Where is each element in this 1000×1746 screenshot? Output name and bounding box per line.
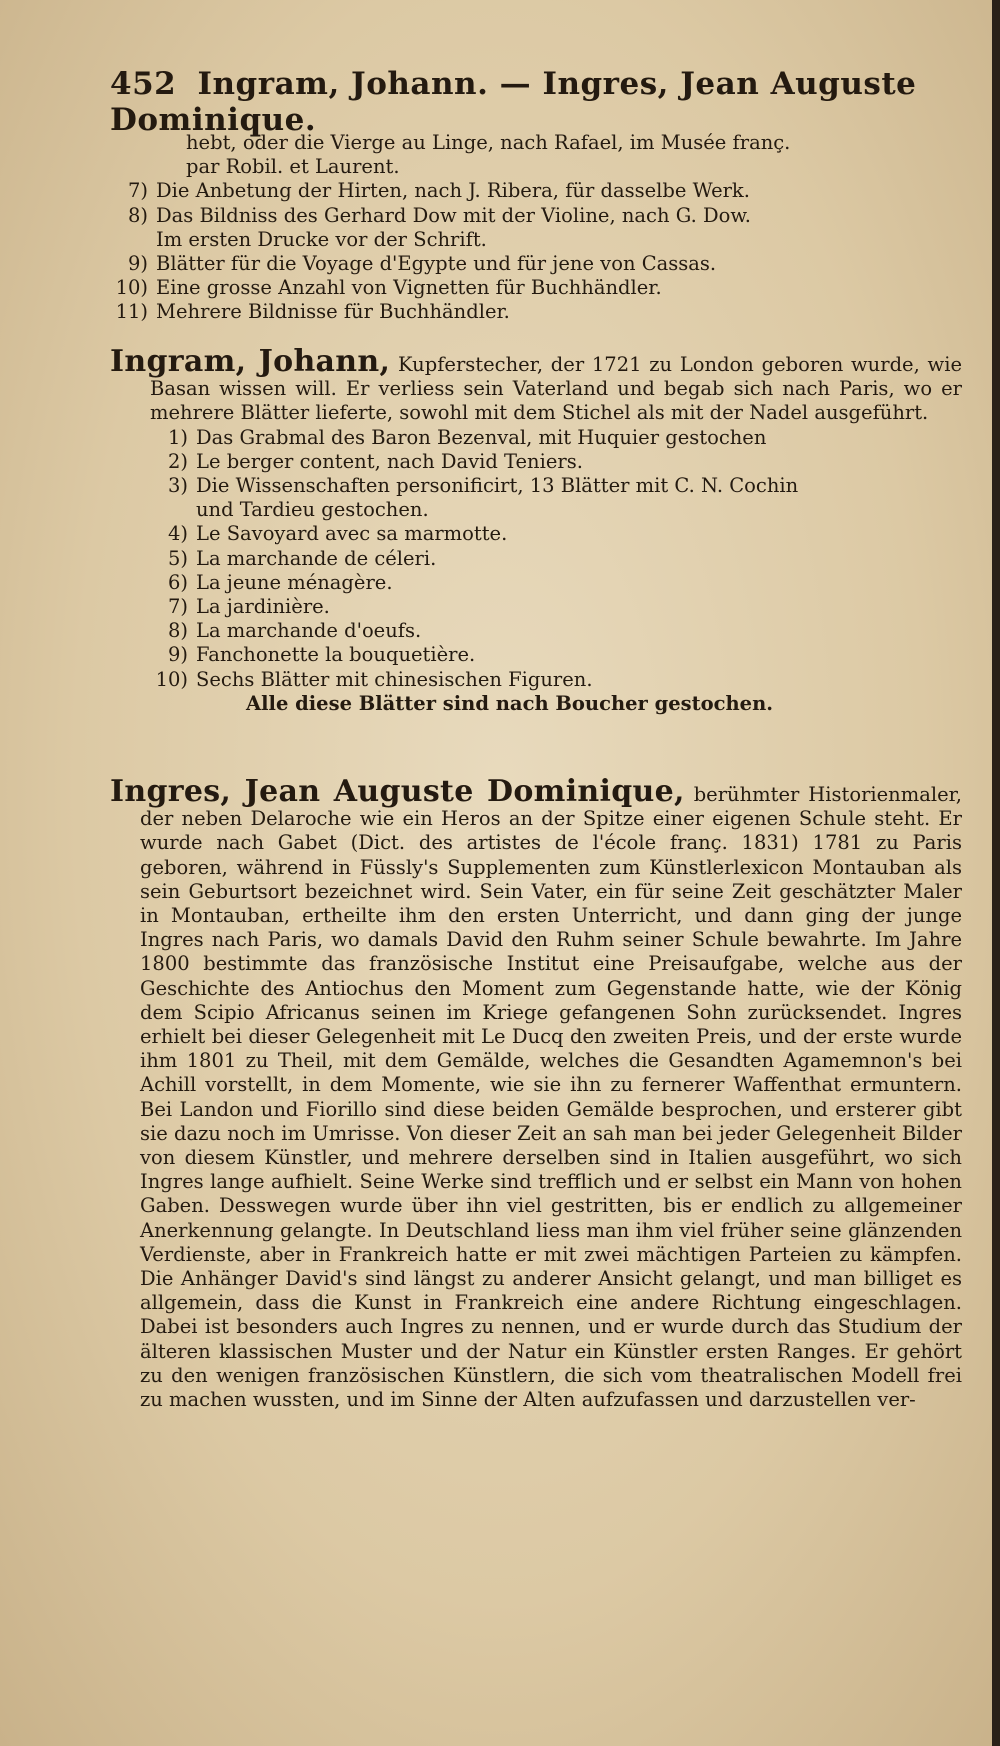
item-text: und Tardieu gestochen.: [196, 498, 429, 522]
item-number: 7): [127, 179, 148, 203]
item-text: Fanchonette la bouquetière.: [196, 643, 476, 667]
item-text: La jeune ménagère.: [196, 570, 393, 594]
item-text: Das Bildniss des Gerhard Dow mit der Violine, nach G. Dow.: [156, 203, 751, 227]
list-item: [150, 547, 962, 571]
item-text: Le berger content, nach David Teniers.: [196, 449, 583, 473]
entry-paragraph: [110, 344, 962, 426]
item-number: 10): [155, 667, 188, 691]
list-item: [150, 522, 962, 546]
item-text: La marchande de céleri.: [196, 546, 437, 570]
item-number: 8): [127, 203, 148, 227]
item-number: 10): [115, 276, 148, 300]
item-number: 2): [167, 449, 188, 473]
list-item: [150, 571, 962, 595]
works-list: [150, 426, 962, 692]
list-item: [150, 426, 962, 450]
item-number: 4): [167, 522, 188, 546]
item-text: Mehrere Bildnisse für Buchhändler.: [156, 300, 510, 324]
entry-headword: Ingram, Johann,: [110, 344, 391, 379]
entry-paragraph: [110, 774, 963, 1412]
list-item: [150, 668, 962, 692]
carryover-list: [110, 179, 962, 324]
list-item: [110, 179, 962, 203]
running-title: Ingram, Johann. — Ingres, Jean Auguste Dominique.: [110, 66, 917, 138]
list-item: [110, 300, 962, 324]
item-text: Blätter für die Voyage d'Egypte und für jene von Cassas.: [156, 252, 717, 276]
entry-body: berühmter Historienmaler, der neben Delaroche wie ein Heros an der Spitze einer eigenen Schule steht. Er wurde nach Gabet (Dict. des artistes de l'école franç. 1831) 1781 zu Paris geboren, während in Füssly's Supplementen zum Künstlerlexicon Montauban als sein Geburtsort bezeichnet wird. Sein Vater, ein für seine Zeit geschätzter Maler in Montauban, ertheilte ihm den ersten Unterricht, und dann ging der junge Ingres nach Paris, wo damals David den Ruhm seiner Schule bewahrte. Im Jahre 1800 bestimmte das französische Institut eine Preisaufgabe, welche aus der Geschichte des Antiochus den Moment zum Gegenstande hatte, wie der König dem Scipio Africanus seinen im Kriege gefangenen Sohn zurücksendet. Ingres erhielt bei dieser Gelegenheit mit Le Ducq den zweiten Preis, und der erste wurde ihm 1801 zu Theil, mit dem Gemälde, welches die Gesandten Agamemnon's bei Achill vorstellt, in dem Momente, wie sie ihn zu fernerer Waffenthat ermuntern. Bei Landon und Fiorillo sind diese beiden Gemälde besprochen, und ersterer gibt sie dazu noch im Umrisse. Von dieser Zeit an sah man bei jeder Gelegenheit Bilder von diesem Künstler, und mehrere derselben sind in Italien ausgeführt, wo sich Ingres lange aufhielt. Seine Werke sind trefflich und er selbst ein Mann von hohen Gaben. Desswegen wurde über ihn viel gestritten, bis er endlich zu allgemeiner Anerkennung gelangte. In Deutschland liess man ihm viel früher seine glänzenden Verdienste, aber in Frankreich hatte er mit zwei mächtigen Parteien zu kämpfen. Die Anhänger David's sind längst zu anderer Ansicht gelangt, und man billiget es allgemein, dass die Kunst in Frankreich eine andere Richtung eingeschlagen. Dabei ist besonders auch Ingres zu nennen, und er wurde durch das Studium der älteren klassischen Muster und der Natur ein Künstler ersten Ranges. Er gehört zu den wenigen französischen Künstlern, die sich vom theatralischen Modell frei zu machen wussten, und im Sinne der Alten aufzufassen und darzustellen ver-: [140, 783, 963, 1412]
list-item: [150, 619, 962, 643]
item-text: Die Wissenschaften personificirt, 13 Blätter mit C. N. Cochin: [196, 474, 799, 498]
carryover-line: par Robil. et Laurent.: [186, 155, 400, 179]
item-number: 9): [127, 252, 148, 276]
item-text: Das Grabmal des Baron Bezenval, mit Huquier gestochen: [196, 425, 767, 449]
item-number: 9): [167, 643, 188, 667]
carryover-line: hebt, oder die Vierge au Linge, nach Rafael, im Musée franç.: [186, 131, 791, 154]
item-number: 7): [167, 595, 188, 619]
list-item: [150, 450, 962, 474]
item-text: La jardinière.: [196, 595, 330, 619]
entry-note: Alle diese Blätter sind nach Boucher gestochen.: [246, 691, 774, 715]
item-number: 5): [167, 546, 188, 570]
list-item-continuation: [110, 228, 962, 252]
entry-ingram: [110, 344, 962, 716]
item-text: Le Savoyard avec sa marmotte.: [196, 522, 508, 546]
list-item: [150, 474, 962, 498]
item-text: La marchande d'oeufs.: [196, 619, 422, 643]
carryover-section: [110, 131, 962, 325]
list-item: [150, 643, 962, 667]
running-header: [110, 66, 940, 138]
page-edge-shadow: [992, 0, 1000, 1746]
list-item: [110, 204, 962, 228]
list-item: [110, 252, 962, 276]
list-item: [150, 595, 962, 619]
item-text: Eine grosse Anzahl von Vignetten für Buchhändler.: [156, 276, 662, 300]
list-item-continuation: [150, 498, 962, 522]
item-number: 1): [167, 425, 188, 449]
item-number: 8): [167, 619, 188, 643]
entry-ingres: [110, 774, 963, 1412]
list-item: [110, 276, 962, 300]
entry-body: Kupferstecher, der 1721 zu London geboren wurde, wie Basan wissen will. Er verliess sein Vaterland und begab sich nach Paris, wo er mehrere Blätter lieferte, sowohl mit dem Stichel als mit der Nadel ausgeführt.: [150, 353, 962, 425]
item-text: Die Anbetung der Hirten, nach J. Ribera, für dasselbe Werk.: [156, 179, 750, 203]
item-number: 6): [167, 570, 188, 594]
entry-headword: Ingres, Jean Auguste Dominique,: [110, 774, 685, 809]
item-number: 3): [167, 474, 188, 498]
item-number: 11): [115, 300, 148, 324]
item-text: Im ersten Drucke vor der Schrift.: [156, 227, 487, 251]
page-number: 452: [110, 66, 177, 102]
item-text: Sechs Blätter mit chinesischen Figuren.: [196, 667, 593, 691]
